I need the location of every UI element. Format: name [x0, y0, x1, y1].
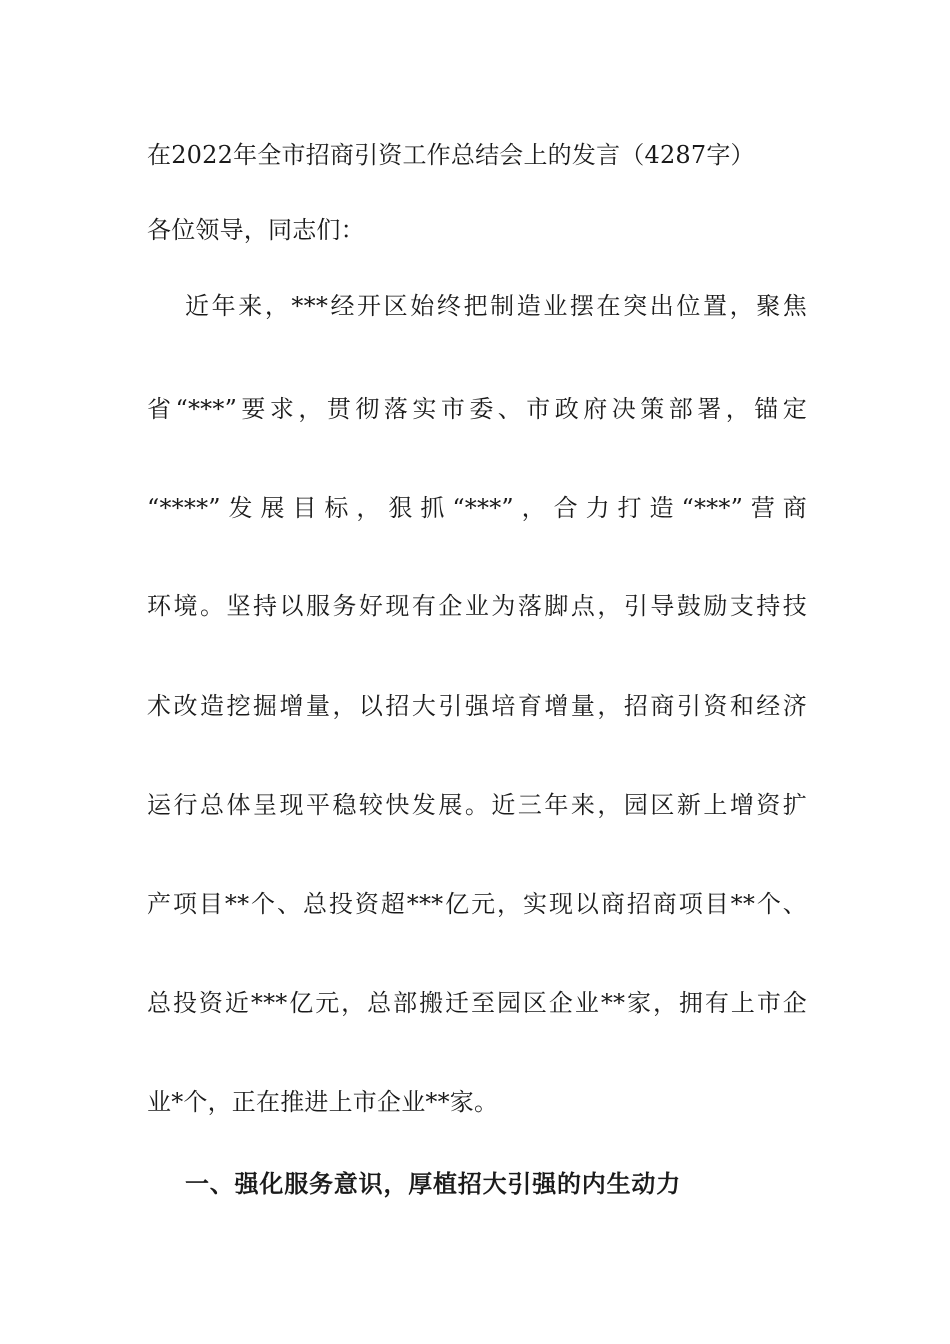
paragraph-line: 环境。坚持以服务好现有企业为落脚点，引导鼓励支持技: [147, 592, 807, 620]
paragraph-line: 运行总体呈现平稳较快发展。近三年来，园区新上增资扩: [147, 791, 807, 819]
salutation: 各位领导，同志们：: [147, 216, 365, 244]
paragraph-line: 业*个，正在推进上市企业**家。: [147, 1088, 499, 1116]
paragraph-line: 省“***”要求，贯彻落实市委、市政府决策部署，锚定: [147, 395, 807, 423]
paragraph-line: 产项目**个、总投资超***亿元，实现以商招商项目**个、: [147, 890, 807, 918]
section-heading: 一、强化服务意识，厚植招大引强的内生动力: [185, 1170, 681, 1198]
paragraph-line: 术改造挖掘增量，以招大引强培育增量，招商引资和经济: [147, 692, 807, 720]
paragraph-line: 近年来，***经开区始终把制造业摆在突出位置，聚焦: [185, 292, 807, 320]
paragraph-line: 总投资近***亿元，总部搬迁至园区企业**家，拥有上市企: [147, 989, 807, 1017]
document-title: 在2022年全市招商引资工作总结会上的发言（4287字）: [147, 141, 755, 169]
paragraph-line: “****”发展目标，狠抓“***”，合力打造“***”营商: [147, 494, 807, 522]
